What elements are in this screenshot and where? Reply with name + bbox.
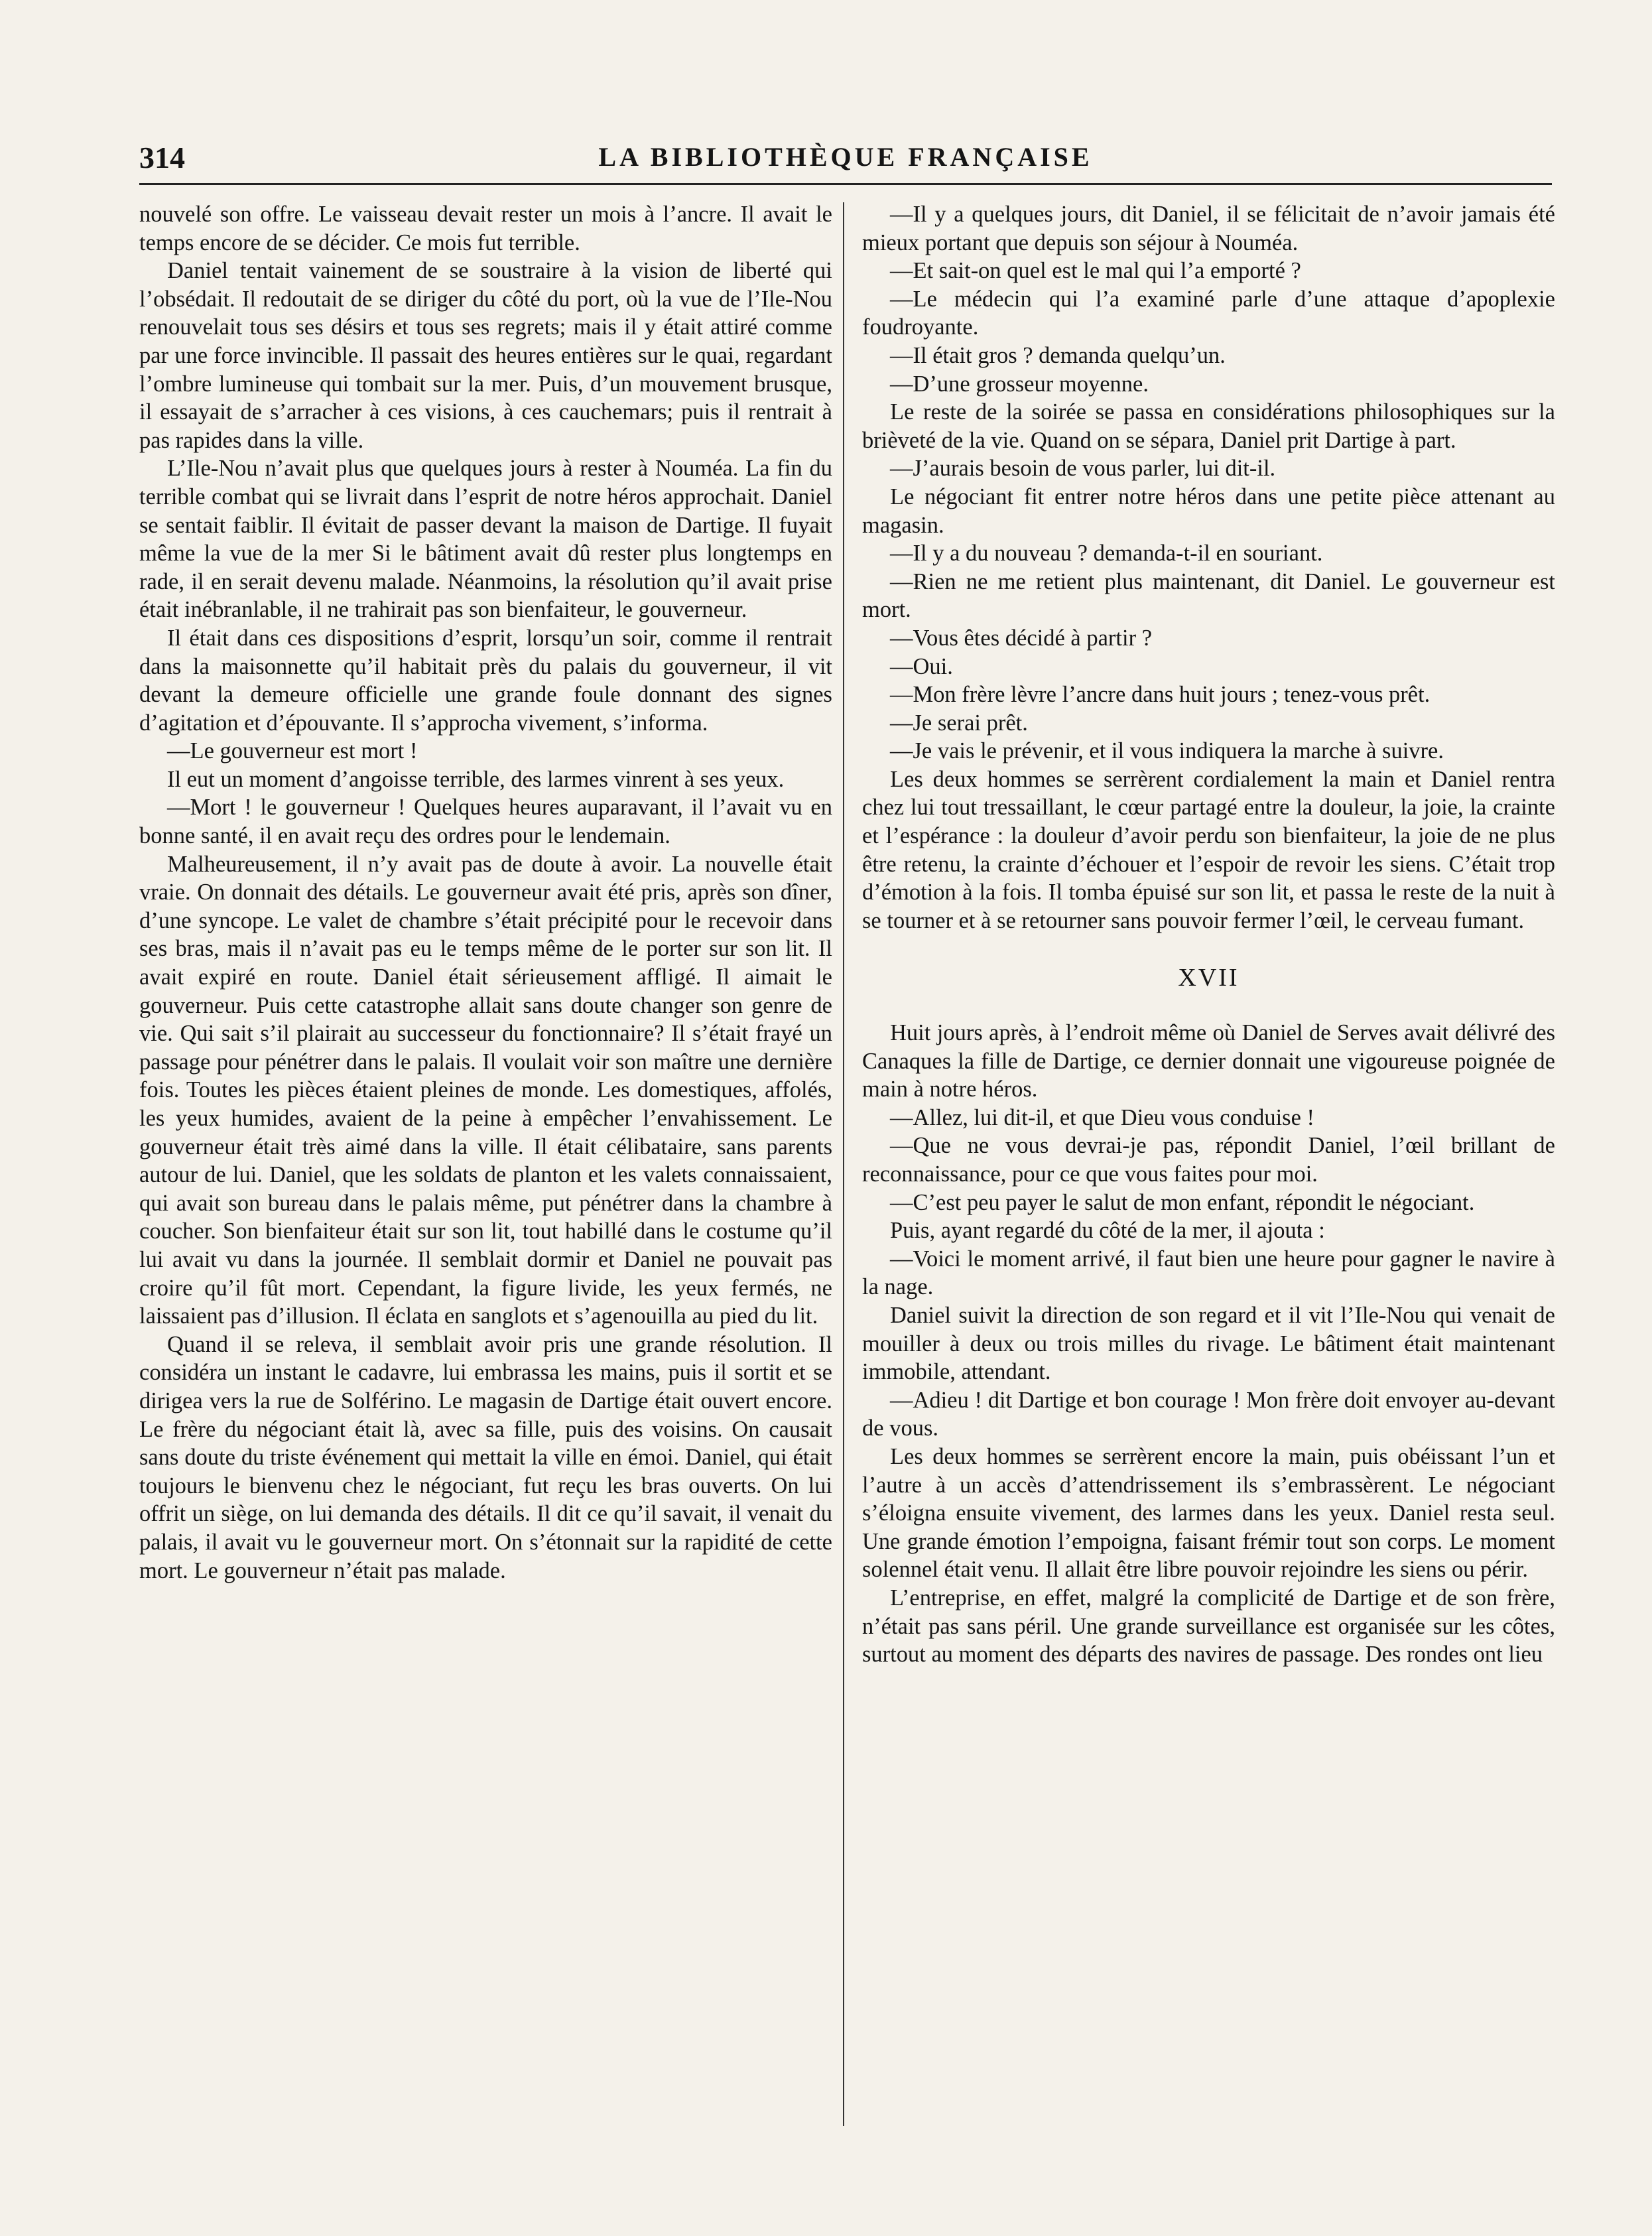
- paragraph: —Allez, lui dit-il, et que Dieu vous conduise !: [890, 1104, 1315, 1130]
- paragraph: Daniel suivit la direction de son regard et il vit l’Ile-Nou qui venait de mouiller à deux ou trois milles du rivage. Le bâtiment était maintenant immobile, attendant.: [862, 1302, 1555, 1385]
- right-column: [862, 200, 1555, 1669]
- paragraph: —Il y a quelques jours, dit Daniel, il se félicitait de n’avoir jamais été mieux portant que depuis son séjour à Nouméa.: [862, 202, 1555, 255]
- paragraph: Les deux hommes se serrèrent cordialement la main et Daniel rentra chez lui tout tressaillant, le cœur partagé entre la douleur, la joie, la crainte et l’espérance : la douleur d’avoir perdu son bienfaiteur, la joie de ne plus être retenu, la crainte d’échouer et l’espoir de revoir les siens. C’était trop d’émotion à la fois. Il tomba épuisé sur son lit, et passa le reste de la nuit à se tourner et à se retourner sans pouvoir fermer l’œil, le cerveau fumant.: [862, 766, 1555, 933]
- paragraph: Le négociant fit entrer notre héros dans une petite pièce attenant au magasin.: [862, 484, 1555, 538]
- paragraph: —Et sait-on quel est le mal qui l’a emporté ?: [890, 258, 1301, 284]
- paragraph: —Adieu ! dit Dartige et bon courage ! Mon frère doit envoyer au-devant de vous.: [862, 1387, 1555, 1441]
- paragraph: —J’aurais besoin de vous parler, lui dit-il.: [890, 456, 1276, 482]
- paragraph: —Il était gros ? demanda quelqu’un.: [890, 342, 1226, 368]
- paragraph: —Mort ! le gouverneur ! Quelques heures auparavant, il l’avait vu en bonne santé, il en avait reçu des ordres pour le lendemain.: [139, 795, 832, 849]
- paragraph: —Il y a du nouveau ? demanda-t-il en souriant.: [890, 541, 1323, 566]
- paragraph: Il eut un moment d’angoisse terrible, des larmes vinrent à ses yeux.: [167, 766, 785, 792]
- paragraph: Les deux hommes se serrèrent encore la main, puis obéissant l’un et l’autre à un accès d’attendrissement ils s’embrassèrent. Le négociant s’éloigna ensuite vivement, des larmes dans les yeux. Daniel resta seul. Une grande émotion l’empoigna, faisant frémir tout son corps. Le moment solennel était venu. Il allait être libre pouvoir rejoindre les siens ou périr.: [862, 1443, 1555, 1583]
- paragraph: —Mon frère lèvre l’ancre dans huit jours ; tenez-vous prêt.: [890, 682, 1430, 708]
- header-rule: [139, 183, 1552, 185]
- paragraph: —Vous êtes décidé à partir ?: [890, 625, 1153, 651]
- paragraph: L’Ile-Nou n’avait plus que quelques jours à rester à Nouméa. La fin du terrible combat qui se livrait dans l’esprit de notre héros approchait. Daniel se sentait faiblir. Il évitait de passer devant la maison de Dartige. Il fuyait même la vue de la mer Si le bâtiment avait dû rester plus longtemps en rade, il en serait devenu malade. Néanmoins, la résolution qu’il avait prise était inébranlable, il ne trahirait pas son bienfaiteur, le gouverneur.: [139, 456, 832, 623]
- paragraph: —Que ne vous devrai-je pas, répondit Daniel, l’œil brillant de reconnaissance, pour ce que vous faites pour moi.: [862, 1133, 1555, 1187]
- paragraph: L’entreprise, en effet, malgré la complicité de Dartige et de son frère, n’était pas sans péril. Une grande surveillance est organisée sur les côtes, surtout au moment des départs des navires de passage. Des rondes ont lieu: [862, 1585, 1555, 1668]
- paragraph: nouvelé son offre. Le vaisseau devait rester un mois à l’ancre. Il avait le temps encore de se décider. Ce mois fut terrible.: [139, 202, 832, 255]
- paragraph: —Je serai prêt.: [890, 710, 1028, 736]
- paragraph: —Le gouverneur est mort !: [167, 738, 418, 764]
- paragraph: —D’une grosseur moyenne.: [890, 371, 1149, 397]
- paragraph: Le reste de la soirée se passa en considérations philosophiques sur la brièveté de la vie. Quand on se sépara, Daniel prit Dartige à part.: [862, 399, 1555, 453]
- chapter-heading: XVII: [1178, 964, 1239, 992]
- paragraph: Puis, ayant regardé du côté de la mer, il ajouta :: [890, 1218, 1325, 1244]
- paragraph: Huit jours après, à l’endroit même où Daniel de Serves avait délivré des Canaques la fille de Dartige, ce dernier donnait une vigoureuse poignée de main à notre héros.: [862, 1020, 1555, 1102]
- paragraph: Il était dans ces dispositions d’esprit, lorsqu’un soir, comme il rentrait dans la maisonnette qu’il habitait près du palais du gouverneur, il vit devant la demeure officielle une grande foule donnant des signes d’agitation et d’épouvante. Il s’approcha vivement, s’informa.: [139, 625, 832, 736]
- paragraph: —Rien ne me retient plus maintenant, dit Daniel. Le gouverneur est mort.: [862, 568, 1555, 623]
- page-number: 314: [139, 141, 185, 174]
- paragraph: —Oui.: [890, 653, 953, 679]
- running-header: [139, 136, 1552, 182]
- paragraph: —Je vais le prévenir, et il vous indiquera la marche à suivre.: [890, 738, 1444, 764]
- left-column: [139, 200, 832, 1585]
- paragraph: Quand il se releva, il semblait avoir pris une grande résolution. Il considéra un instant le cadavre, lui embrassa les mains, puis il sortit et se dirigea vers la rue de Solférino. Le magasin de Dartige était ouvert encore. Le frère du négociant était là, avec sa fille, puis des voisins. On causait sans doute du triste événement qui mettait la ville en émoi. Daniel, qui était toujours le bienvenu chez le négociant, fut reçu les bras ouverts. On lui offrit un siège, on lui demanda des détails. Il dit ce qu’il savait, il venait du palais, il avait vu le gouverneur mort. On s’étonnait sur la rapidité de cette mort. Le gouverneur n’était pas malade.: [139, 1331, 832, 1583]
- paragraph: —Voici le moment arrivé, il faut bien une heure pour gagner le navire à la nage.: [862, 1246, 1555, 1300]
- paragraph: Malheureusement, il n’y avait pas de doute à avoir. La nouvelle était vraie. On donnait des détails. Le gouverneur avait été pris, après son dîner, d’une syncope. Le valet de chambre s’était précipité pour le recevoir dans ses bras, mais il n’avait pas eu le temps même de le porter sur son lit. Il avait expiré en route. Daniel était sérieusement affligé. Il aimait le gouverneur. Puis cette catastrophe allait sans doute changer son genre de vie. Qui sait s’il plairait au successeur du fonctionnaire? Il s’était frayé un passage pour pénétrer dans le palais. Il voulait voir son maître une dernière fois. Toutes les pièces étaient pleines de monde. Les domestiques, affolés, les yeux humides, avaient de la peine à empêcher l’envahissement. Le gouverneur était très aimé dans la ville. Il était célibataire, sans parents autour de lui. Daniel, que les soldats de planton et les valets connaissaient, qui avait son bureau dans le palais même, put pénétrer dans la chambre à coucher. Son bienfaiteur était sur son lit, tout habillé dans le costume qu’il lui avait vu dans la journée. Il semblait dormir et Daniel ne pouvait pas croire qu’il fût mort. Cependant, la figure livide, les yeux fermés, ne laissaient pas d’illusion. Il éclata en sanglots et s’agenouilla au pied du lit.: [139, 851, 832, 1329]
- column-divider: [843, 202, 844, 2126]
- running-title: LA BIBLIOTHÈQUE FRANÇAISE: [598, 142, 1093, 172]
- paragraph: —C’est peu payer le salut de mon enfant, répondit le négociant.: [890, 1189, 1475, 1215]
- paragraph: —Le médecin qui l’a examiné parle d’une attaque d’apoplexie foudroyante.: [862, 286, 1555, 340]
- paragraph: Daniel tentait vainement de se soustraire à la vision de liberté qui l’obsédait. Il redoutait de se diriger du côté du port, où la vue de l’Ile-Nou renouvelait tous ses désirs et tous ses regrets; mais il y était attiré comme par une force invincible. Il passait des heures entières sur le quai, regardant l’ombre lumineuse qui tombait sur la mer. Puis, d’un mouvement brusque, il essayait de s’arracher à ces visions, à ces cauchemars; puis il rentrait à pas rapides dans la ville.: [139, 258, 832, 453]
